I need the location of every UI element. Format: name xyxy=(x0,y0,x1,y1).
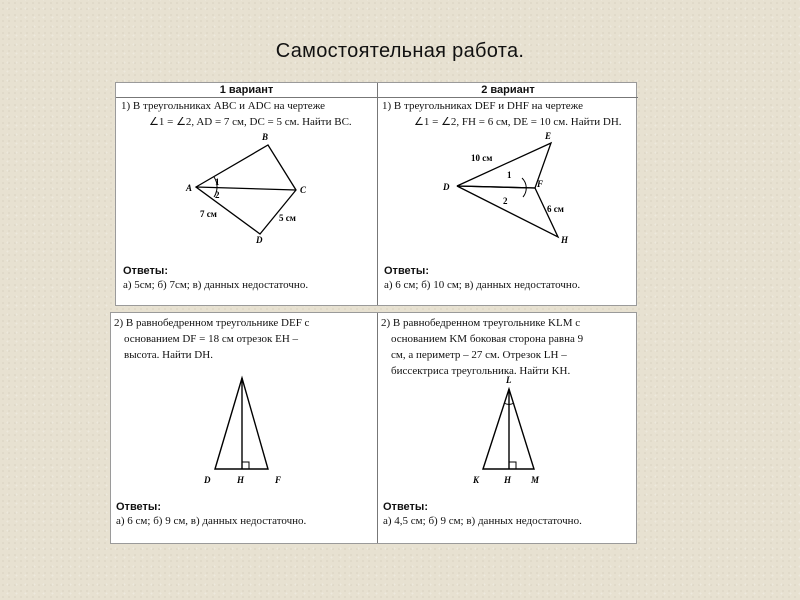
v2-task2-line2: основанием KM боковая сторона равна 9 xyxy=(391,333,584,345)
v2-answers: а) 6 см; б) 10 см; в) данных недостаточно. xyxy=(384,279,581,291)
v1-label-h: H xyxy=(237,475,245,485)
v2-label-d: D xyxy=(443,182,450,192)
v1-task1-line1: 1) В треугольниках ABC и ADC на чертеже xyxy=(121,100,326,112)
v2-label-k: K xyxy=(473,475,480,485)
v2-triangle-dhf xyxy=(457,186,558,237)
v1-answers-2: а) 6 см; б) 9 см, в) данных недостаточно. xyxy=(116,515,307,527)
v2-figure xyxy=(441,131,591,243)
v1-kite-figure xyxy=(176,133,316,243)
v1-task2-line1: 2) В равнобедренном треугольнике DEF с xyxy=(114,317,310,329)
v1-side-ad: 7 см xyxy=(200,209,217,219)
v1-label-a: A xyxy=(186,183,193,193)
v1-task2-line2: основанием DF = 18 см отрезок EH – xyxy=(124,333,299,345)
v2-task1-text xyxy=(382,98,637,130)
v2-task2-line4: биссектриса треугольника. Найти KH. xyxy=(391,365,571,377)
v1-task2-text xyxy=(114,315,374,363)
v1-answers-label-2: Ответы: xyxy=(116,501,161,513)
v2-isosceles-figure xyxy=(473,375,553,487)
variant2-header: 2 вариант xyxy=(378,83,638,98)
v1-label-b: B xyxy=(262,132,269,142)
v2-label-l: L xyxy=(506,375,512,385)
v1-side-dc: 5 см xyxy=(279,213,296,223)
v1-label-d: D xyxy=(256,235,263,245)
v1-label-f: F xyxy=(275,475,282,485)
slide-title: Самостоятельная работа. xyxy=(275,40,525,62)
v2-side-de: 10 см xyxy=(471,153,493,163)
v1-label-c: C xyxy=(300,185,307,195)
v1-task2-line3: высота. Найти DH. xyxy=(124,349,213,361)
v2-label-h: H xyxy=(504,475,512,485)
v2-angle-1: 1 xyxy=(507,170,512,180)
v2-task2-line3: см, а периметр – 27 см. Отрезок LH – xyxy=(391,349,567,361)
v2-task1-line1: 1) В треугольниках DEF и DHF на чертеже xyxy=(382,100,583,112)
v2-task2-line1: 2) В равнобедренном треугольнике KLM с xyxy=(381,317,581,329)
v2-task1-line2: ∠1 = ∠2, FH = 6 см, DE = 10 см. Найти DH. xyxy=(414,116,622,128)
v2-side-fh: 6 см xyxy=(547,204,564,214)
v2-label-f: F xyxy=(537,179,544,189)
v1-right-angle-mark xyxy=(242,462,249,469)
top-task-card xyxy=(115,82,637,306)
v1-task1-text xyxy=(121,98,376,130)
v1-answers-label: Ответы: xyxy=(123,265,168,277)
v2-answers-label-2: Ответы: xyxy=(383,501,428,513)
v2-label-e: E xyxy=(545,131,552,141)
column-divider xyxy=(377,83,378,305)
variant1-header: 1 вариант xyxy=(116,83,377,98)
v2-task2-text xyxy=(381,315,636,379)
bottom-task-card xyxy=(110,312,637,544)
v2-right-angle-mark xyxy=(509,462,516,469)
v1-angle-1: 1 xyxy=(215,177,220,187)
v2-label-m: M xyxy=(531,475,540,485)
v2-answers-label: Ответы: xyxy=(384,265,429,277)
column-divider xyxy=(377,313,378,543)
v1-label-d: D xyxy=(204,475,211,485)
v2-label-h: H xyxy=(561,235,569,245)
v1-diagonal-ac xyxy=(196,187,296,190)
v1-angle-2: 2 xyxy=(215,190,220,200)
v1-answers: а) 5см; б) 7см; в) данных недостаточно. xyxy=(123,279,309,291)
v2-answers-2: а) 4,5 см; б) 9 см; в) данных недостаточно. xyxy=(383,515,582,527)
v1-isosceles-figure xyxy=(199,375,289,487)
v2-angle-2: 2 xyxy=(503,196,508,206)
v1-task1-line2: ∠1 = ∠2, AD = 7 см, DC = 5 см. Найти BC. xyxy=(149,116,352,128)
